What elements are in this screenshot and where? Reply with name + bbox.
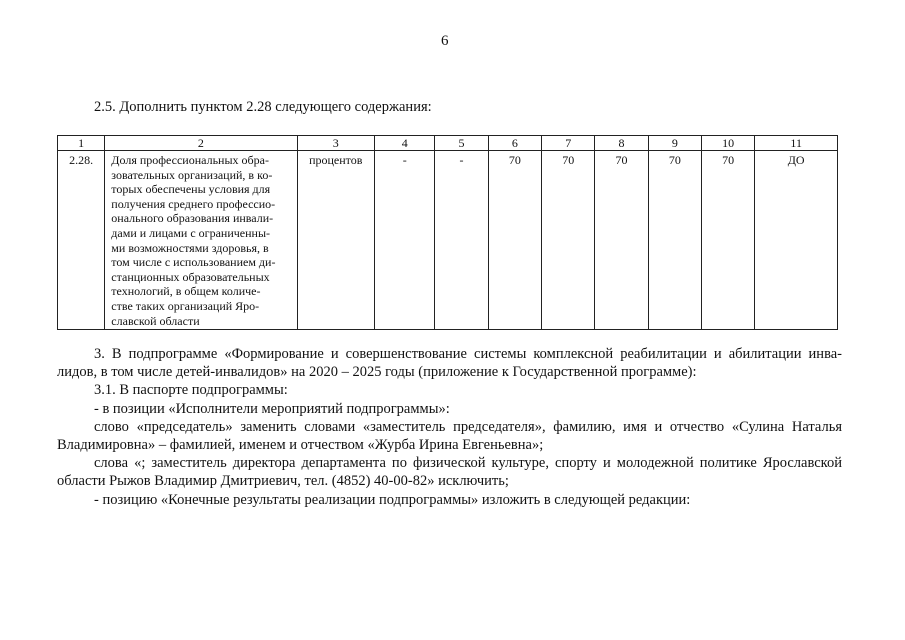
value-cell: ДО bbox=[755, 151, 838, 330]
table-header-row bbox=[58, 136, 838, 151]
description-line: ми возможностями здоровья, в bbox=[111, 240, 269, 255]
paragraph-3-cont: лидов, в том числе детей-инвалидов» на 2020 – 2025 годы (приложение к Государственной программе): bbox=[57, 364, 697, 381]
paragraph-chairman: слово «председатель» заменить словами «заместитель председателя», фамилию, имя и отчество «Сулина Наталья bbox=[94, 418, 842, 435]
header-cell: 10 bbox=[702, 136, 755, 151]
description-line: зовательных организаций, в ко- bbox=[111, 167, 273, 182]
paragraph-deputy-cont: области Рыжов Владимир Дмитриевич, тел. (4852) 40-00-82» исключить; bbox=[57, 473, 509, 490]
description-line: стве таких организаций Яро- bbox=[111, 298, 260, 313]
header-cell: 4 bbox=[375, 136, 435, 151]
header-cell: 11 bbox=[755, 136, 838, 151]
body-text bbox=[57, 345, 842, 509]
description-line: Доля профессиональных обра- bbox=[111, 153, 269, 167]
value-cell: - bbox=[375, 151, 435, 330]
amendment-table bbox=[57, 135, 838, 330]
description-line: онального образования инвали- bbox=[111, 211, 274, 226]
header-cell: 5 bbox=[435, 136, 488, 151]
value-cell: 70 bbox=[702, 151, 755, 330]
value-cell: - bbox=[435, 151, 488, 330]
description-line: славской области bbox=[111, 313, 200, 328]
header-cell: 1 bbox=[58, 136, 105, 151]
page-number: 6 bbox=[441, 33, 449, 49]
description-line: станционных образовательных bbox=[111, 269, 270, 284]
value-cell: 70 bbox=[488, 151, 541, 330]
description-line: технологий, в общем количе- bbox=[111, 284, 261, 299]
description-line: дами и лицами с ограниченны- bbox=[111, 225, 271, 240]
header-cell: 3 bbox=[297, 136, 374, 151]
header-cell: 7 bbox=[542, 136, 595, 151]
paragraph-executors: - в позиции «Исполнители мероприятий подпрограммы»: bbox=[94, 400, 450, 417]
value-cell: 70 bbox=[542, 151, 595, 330]
paragraph-deputy: слова «; заместитель директора департамента по физической культуре, спорту и молодежной политике Ярославской bbox=[94, 455, 842, 472]
value-cell: 70 bbox=[648, 151, 701, 330]
paragraph-3: 3. В подпрограмме «Формирование и совершенствование системы комплексной реабилитации и абилитации инва- bbox=[94, 346, 842, 362]
description-line: торых обеспечены условия для bbox=[111, 182, 271, 197]
header-cell: 6 bbox=[488, 136, 541, 151]
paragraph-3-1: 3.1. В паспорте подпрограммы: bbox=[94, 382, 288, 399]
paragraph-results: - позицию «Конечные результаты реализации подпрограммы» изложить в следующей редакции: bbox=[94, 491, 691, 508]
value-cell: 70 bbox=[595, 151, 648, 330]
description-line: том числе с использованием ди- bbox=[111, 255, 276, 270]
header-cell: 8 bbox=[595, 136, 648, 151]
unit-cell: процентов bbox=[297, 151, 374, 330]
header-cell: 9 bbox=[648, 136, 701, 151]
row-number: 2.28. bbox=[58, 151, 105, 330]
paragraph-chairman-cont: Владимировна» – фамилией, именем и отчеством «Журба Ирина Евгеньевна»; bbox=[57, 437, 544, 454]
indicator-description bbox=[105, 151, 297, 330]
description-line: получения среднего профессио- bbox=[111, 196, 276, 211]
intro-paragraph: 2.5. Дополнить пунктом 2.28 следующего содержания: bbox=[94, 99, 432, 115]
header-cell: 2 bbox=[105, 136, 297, 151]
table-row bbox=[58, 151, 838, 330]
